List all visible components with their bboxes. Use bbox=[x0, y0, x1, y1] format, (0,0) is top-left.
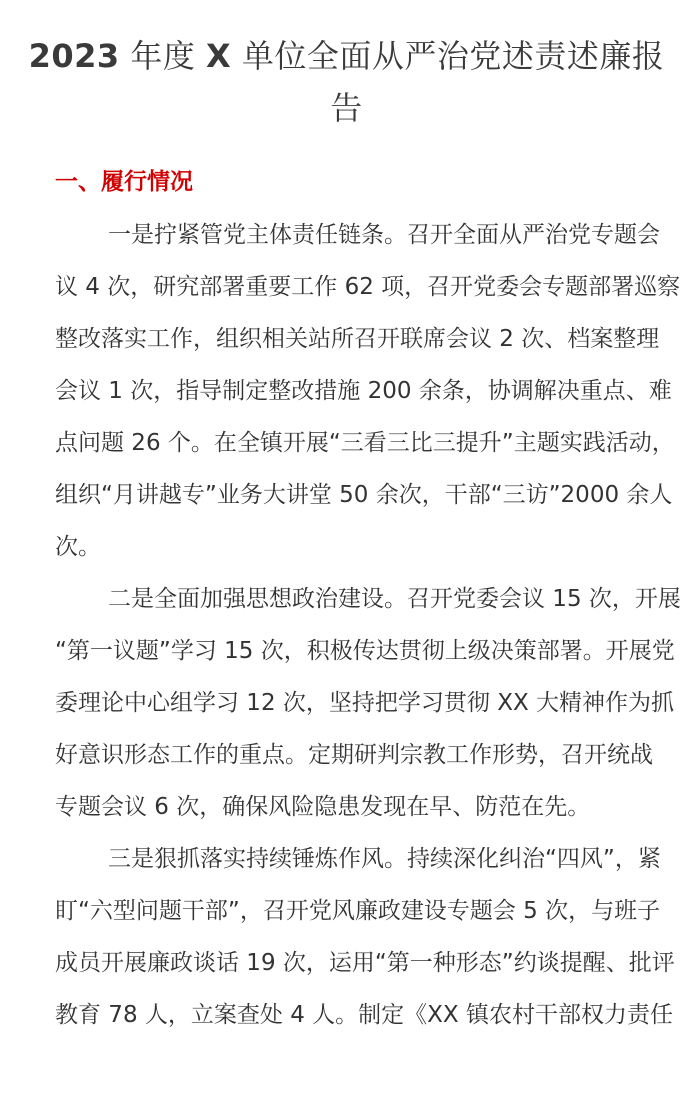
paragraph-line: 会议 1 次，指导制定整改措施 200 余条，协调解决重点、难 bbox=[55, 378, 672, 404]
paragraph-line: 点问题 26 个。在全镇开展“三看三比三提升”主题实践活动， bbox=[55, 430, 675, 456]
paragraph-line: 组织“月讲越专”业务大讲堂 50 余次，干部“三访”2000 余人 bbox=[55, 482, 673, 508]
title-line-2: 告 bbox=[330, 89, 363, 127]
paragraph-line: 成员开展廉政谈话 19 次，运用“第一种形态”约谈提醒、批评 bbox=[55, 950, 675, 976]
paragraph-line: 议 4 次，研究部署重要工作 62 项，召开党委会专题部署巡察 bbox=[55, 274, 681, 300]
paragraph-line: 整改落实工作，组织相关站所召开联席会议 2 次、档案整理 bbox=[55, 326, 660, 352]
paragraph-line: “第一议题”学习 15 次，积极传达贯彻上级决策部署。开展党 bbox=[55, 638, 675, 664]
document-title bbox=[0, 30, 693, 134]
paragraph-2 bbox=[2, 573, 692, 833]
title-text-b: 单位全面从严治党述责述廉报 bbox=[231, 37, 665, 75]
title-year: 2023 bbox=[28, 37, 120, 75]
paragraph-line: 盯“六型问题干部”，召开党风廉政建设专题会 5 次，与班子 bbox=[55, 898, 661, 924]
paragraph-line: 一是拧紧管党主体责任链条。召开全面从严治党专题会 bbox=[108, 222, 660, 248]
paragraph-1 bbox=[2, 209, 692, 573]
title-unit-x: X bbox=[206, 37, 232, 75]
paragraph-line: 好意识形态工作的重点。定期研判宗教工作形势，召开统战 bbox=[55, 742, 653, 768]
paragraph-line: 专题会议 6 次，确保风险隐患发现在早、防范在先。 bbox=[55, 794, 591, 820]
paragraph-line: 三是狠抓落实持续锤炼作风。持续深化纠治“四风”，紧 bbox=[108, 846, 661, 872]
paragraph-line: 教育 78 人，立案查处 4 人。制定《XX 镇农村干部权力责任 bbox=[55, 1002, 673, 1028]
paragraph-line: 次。 bbox=[55, 534, 101, 560]
title-line-1 bbox=[0, 30, 693, 82]
section-heading: 一、履行情况 bbox=[55, 169, 193, 195]
document-body bbox=[2, 209, 692, 1041]
paragraph-line: 委理论中心组学习 12 次，坚持把学习贯彻 XX 大精神作为抓 bbox=[55, 690, 675, 716]
title-text-a: 年度 bbox=[119, 37, 207, 75]
paragraph-line: 二是全面加强思想政治建设。召开党委会议 15 次，开展 bbox=[108, 586, 681, 612]
paragraph-3 bbox=[2, 833, 692, 1041]
